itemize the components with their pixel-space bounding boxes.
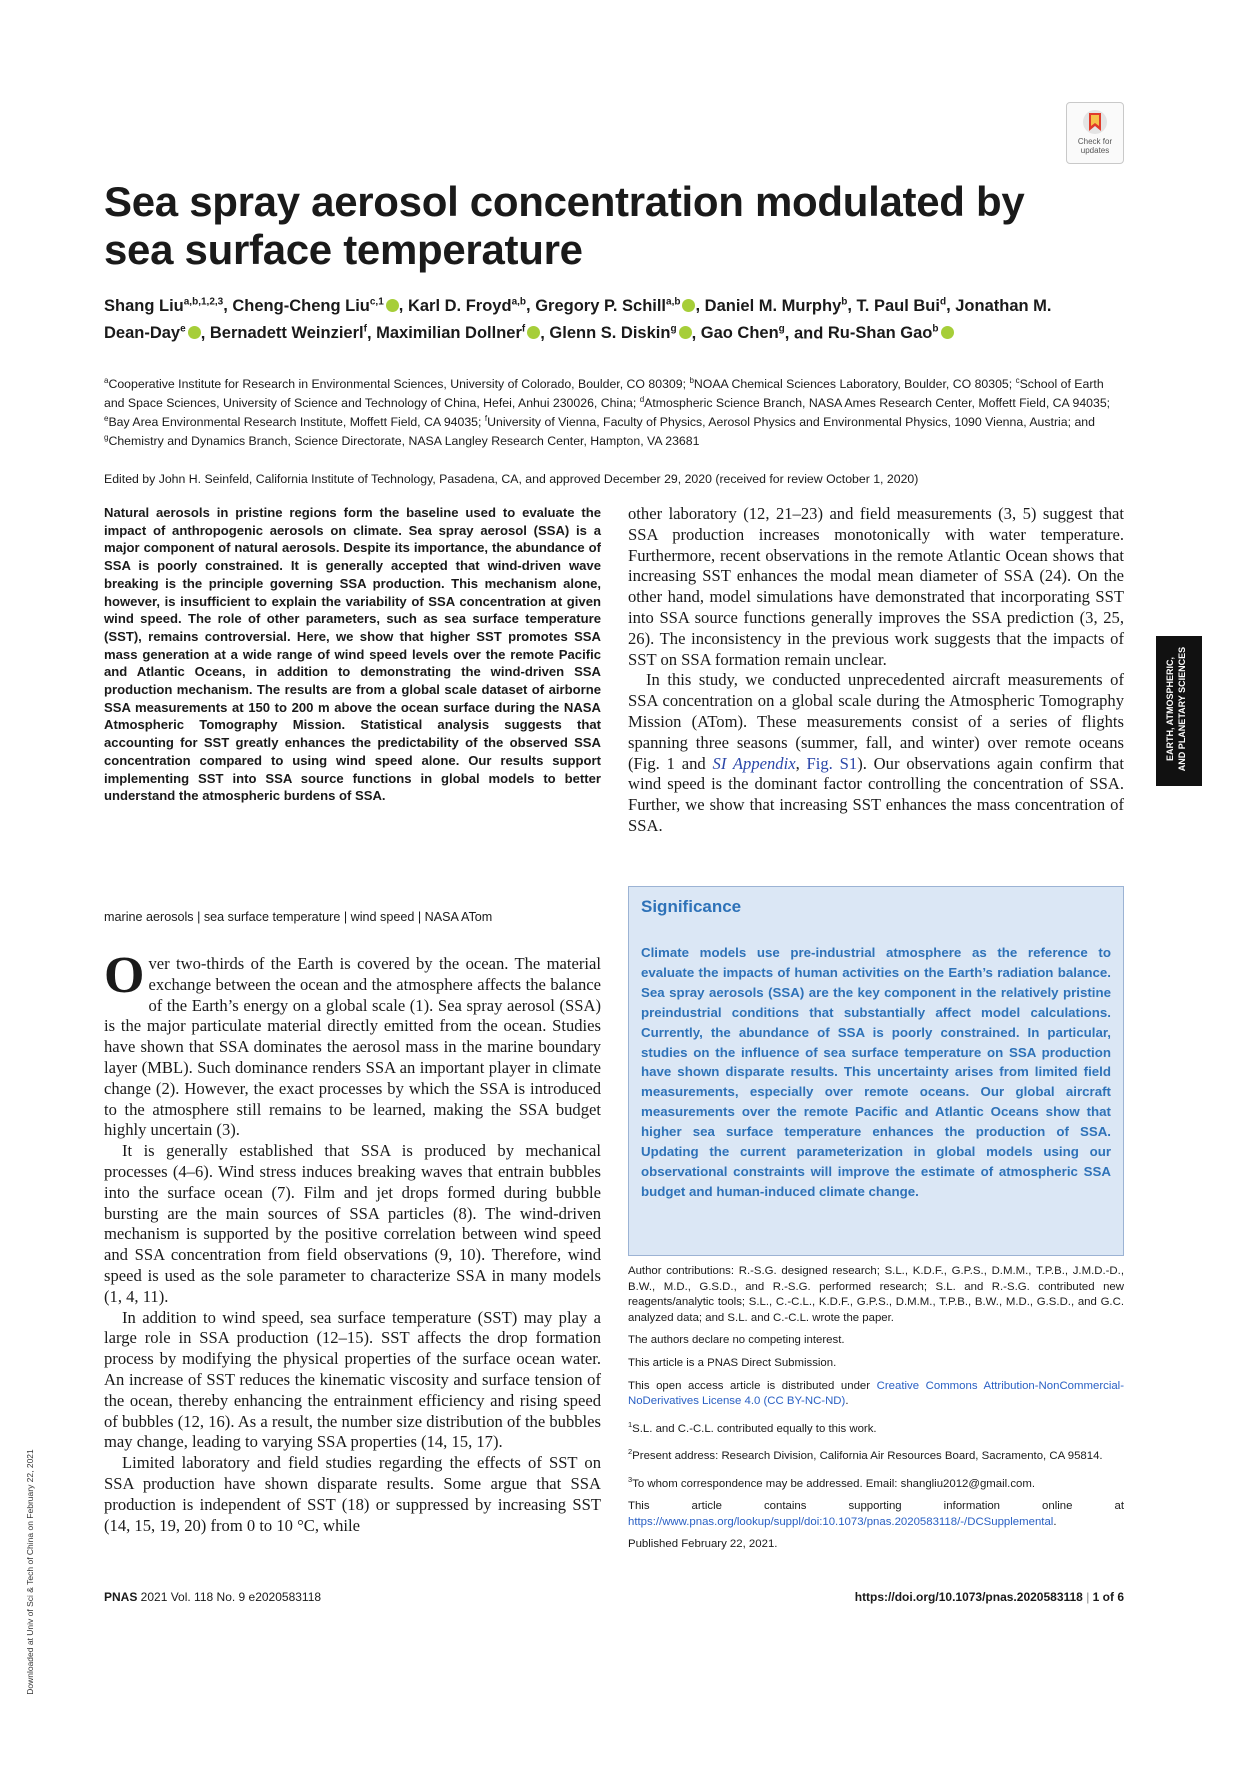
affiliation-text: University of Vienna, Faculty of Physics, Aerosol Physics and Environmental Physics, 1090 Vienna, Austria; and xyxy=(487,415,1095,430)
footnote-marker: 2 xyxy=(628,1447,633,1457)
author-affiliation-marker: a,b,1,2,3 xyxy=(183,296,224,307)
author[interactable] xyxy=(549,324,691,342)
author-name: Ru-Shan Gao xyxy=(827,324,933,342)
citation-text: 2021 Vol. 118 No. 9 e2020583118 xyxy=(137,1590,322,1604)
body-paragraph: In addition to wind speed, sea surface temperature (SST) may play a large role in SSA production (12–15). SST affects the drop formation process by modifying the physical properties of the surface ocean water. An increase of SST reduces the kinematic viscosity and surface tension of the ocean, thereby enhancing the entrainment efficiency and rising speed of bubbles (12, 16). As a result, the number size distribution of the bubbles may change, leading to varying SSA properties (14, 15, 17). xyxy=(104,1307,601,1452)
footnote-text: Present address: Research Division, California Air Resources Board, Sacramento, CA 95814. xyxy=(632,1449,1103,1462)
significance-box xyxy=(628,886,1124,1256)
drop-cap: O xyxy=(104,947,145,1004)
doi-link[interactable]: https://doi.org/10.1073/pnas.2020583118 xyxy=(854,1590,1083,1604)
orcid-icon[interactable] xyxy=(527,326,540,339)
footer-separator: | xyxy=(1082,1590,1093,1604)
footer-citation xyxy=(104,1590,321,1604)
footer-doi xyxy=(855,1590,1124,1604)
affiliation-text: Atmospheric Science Branch, NASA Ames Research Center, Moffett Field, CA 94035; xyxy=(644,396,1111,411)
affiliation-marker: f xyxy=(484,414,488,424)
body-paragraph: It is generally established that SSA is produced by mechanical processes (4–6). Wind stress induces breaking waves that entrain bubbles into the surface ocean (7). Film and jet drops formed during bubble bursting are the main sources of SSA particles (8). The wind-driven mechanism is supported by the positive correlation between wind speed and SSA concentration from field observations (9, 10). Therefore, wind speed is used as the sole parameter to characterize SSA in many models (1, 4, 11). xyxy=(104,1141,601,1306)
author-name: Glenn S. Diskin xyxy=(549,324,671,342)
author-name: Daniel M. Murphy xyxy=(704,296,842,315)
footnote-marker: 1 xyxy=(628,1419,633,1429)
footnote-1 xyxy=(628,1417,1124,1437)
author-affiliation-marker: e xyxy=(180,323,186,335)
orcid-icon[interactable] xyxy=(386,299,399,312)
keywords: marine aerosols | sea surface temperature | wind speed | NASA ATom xyxy=(104,910,493,924)
author-list: Shang Liu$^{a,b,1,2,3}$, Cheng-Cheng Liu$^{c,1}$ , Karl D. Froyd$^{a,b}$, Gregory P. Schill$^{a,b}$ , Daniel M. Murphy$^b$, T. Paul Bui$^d$, Jonathan M. Dean-Day$^e$ , Bernadett Weinzierl$^f$, Maximilian Dollner$^f$ , Glenn S. Diskin$^g$ , Gao Chen$^g$, and Ru-Shan Gao$^b$ xyxy=(104,296,1052,342)
footnote-text: S.L. and C.-C.L. contributed equally to this work. xyxy=(632,1422,877,1435)
author[interactable] xyxy=(705,297,848,315)
journal-name: PNAS xyxy=(104,1590,138,1604)
author-affiliation-marker: d xyxy=(939,296,947,307)
author-name: Karl D. Froyd xyxy=(407,296,512,315)
body-paragraph: Limited laboratory and field studies regarding the effects of SST on SSA production have shown disparate results. Some argue that SSA production is independent of SST (18) or suppressed by increasing SST (14, 15, 19, 20) from 0 to 10 °C, while xyxy=(104,1453,601,1535)
author-name: Bernadett Weinzierl xyxy=(209,324,364,342)
author-name: T. Paul Bui xyxy=(856,296,940,315)
affiliation-marker: e xyxy=(104,414,109,424)
author-name: Jonathan M. Dean-Day xyxy=(104,296,1052,342)
author-affiliation-marker: c,1 xyxy=(369,296,384,307)
si-link[interactable]: https://www.pnas.org/lookup/suppl/doi:10.1073/pnas.2020583118/-/DCSupplemental xyxy=(628,1515,1054,1528)
orcid-icon[interactable] xyxy=(188,326,201,339)
footnote-2 xyxy=(628,1444,1124,1464)
published-date: Published February 22, 2021. xyxy=(628,1538,778,1551)
author-affiliation-marker: g xyxy=(670,323,677,335)
author-name: Maximilian Dollner xyxy=(376,324,522,342)
license-text-end: . xyxy=(845,1395,849,1408)
author[interactable] xyxy=(210,324,367,342)
footnote-3 xyxy=(628,1472,1124,1492)
affiliation-text: Cooperative Institute for Research in Environmental Sciences, University of Colorado, Boulder, CO 80309; xyxy=(108,377,690,392)
affiliation-text: Chemistry and Dynamics Branch, Science Directorate, NASA Langley Research Center, Hampton, VA 23681 xyxy=(108,434,700,449)
affiliation-marker: d xyxy=(639,395,645,405)
license-link[interactable]: Creative Commons Attribution-NonCommercial-NoDerivatives License 4.0 (CC BY-NC-ND) xyxy=(628,1379,1125,1408)
author-contributions: Author contributions: R.-S.G. designed research; S.L., K.D.F., G.P.S., D.M.M., T.P.B., J.M.D.-D., B.W., M.D., G.S.D., and R.-S.G. performed research; S.L. and R.-S.G. contributed new reagents/analytic tools; S.L., C.-C.L., K.D.F., G.P.S., D.M.M., T.P.B., B.W., M.D., G.S.D., and G.C. analyzed data; and S.L. and C.-C.L. wrote the paper. xyxy=(628,1265,1124,1324)
author-affiliation-marker: f xyxy=(521,323,526,335)
affiliation-text: NOAA Chemical Sciences Laboratory, Boulder, CO 80305; xyxy=(693,377,1016,392)
check-for-updates-badge[interactable] xyxy=(1066,102,1124,164)
author[interactable] xyxy=(408,297,526,315)
section-label-line2: AND PLANETARY SCIENCES xyxy=(1177,646,1187,772)
affiliation-text: Bay Area Environmental Research Institute, Moffett Field, CA 94035; xyxy=(108,415,485,430)
direct-submission: This article is a PNAS Direct Submission. xyxy=(628,1356,837,1369)
body-text: In this study, we conducted unprecedented aircraft measurements of SSA concentration on a global scale during the Atmospheric Tomography Mission (ATom). These measurements consist of a series of flights spanning three seasons (summer, fall, and winter) over remote oceans (Fig. 1 and xyxy=(628,670,1124,773)
orcid-icon[interactable] xyxy=(679,326,692,339)
author-affiliation-marker: f xyxy=(363,323,367,335)
author[interactable] xyxy=(701,324,785,342)
author-name: Gao Chen xyxy=(700,324,779,342)
download-watermark: Downloaded at Univ of Sci & Tech of China on February 22, 2021 xyxy=(25,1449,35,1695)
license-text: This open access article is distributed under xyxy=(628,1379,877,1392)
body-text: ver two-thirds of the Earth is covered by the ocean. The material exchange between the ocean and the atmosphere affects the balance of the Earth’s energy on a global scale (1). Sea spray aerosol (SSA) is the major particulate material directly emitted from the ocean. Studies have shown that SSA dominates the aerosol mass in the marine boundary layer (MBL). Such dominance renders SSA an important player in climate change (2). However, the exact processes by which the SSA is introduced to the atmosphere still remains to be learned, making the SSA budget highly uncertain (3). xyxy=(104,954,601,1140)
author[interactable] xyxy=(828,324,954,342)
affiliation-marker: a xyxy=(104,376,109,385)
section-label xyxy=(1164,634,1194,784)
badge-line1: Check for xyxy=(1077,137,1113,146)
si-text: This article contains supporting information online at xyxy=(628,1499,1124,1512)
body-text: , xyxy=(795,753,807,773)
author[interactable] xyxy=(376,324,540,342)
author-affiliation-marker: g xyxy=(778,323,785,335)
author-name: Gregory P. Schill xyxy=(535,296,667,315)
body-paragraph xyxy=(628,670,1124,836)
author-name: Shang Liu xyxy=(104,296,184,315)
significance-text: Climate models use pre-industrial atmosphere as the reference to evaluate the impacts of human activities on the Earth’s radiation balance. Sea spray aerosols (SSA) are the key component in the relatively pristine preindustrial conditions that substantially affect model calculations. Currently, the abundance of SSA is poorly constrained. In particular, studies on the influence of sea surface temperature on SSA production have shown disparate results. This uncertainty arises from limited field measurements, especially over remote oceans. Our global aircraft measurements over the remote Pacific and Atlantic Oceans show that higher sea surface temperature enhances the production of SSA. Updating the current parameterization in global models using our observational constraints will improve the estimate of atmospheric SSA budget and human-induced climate change. xyxy=(641,945,1111,1199)
author[interactable] xyxy=(232,297,398,315)
affiliation-marker: b xyxy=(689,376,694,385)
affiliation-marker: g xyxy=(104,433,109,443)
badge-line2: updates xyxy=(1080,146,1110,155)
orcid-icon[interactable] xyxy=(941,326,954,339)
author-affiliation-marker: b xyxy=(841,296,848,307)
fig-s1-link[interactable]: Fig. S1 xyxy=(806,753,858,773)
author-affiliation-marker: a,b xyxy=(666,296,681,307)
author-affiliation-marker: b xyxy=(932,323,939,335)
affiliation-marker: c xyxy=(1015,376,1020,385)
affiliations xyxy=(104,373,1114,449)
page-number: 1 of 6 xyxy=(1092,1590,1124,1604)
license-note xyxy=(628,1379,1124,1410)
supporting-info-note xyxy=(628,1499,1124,1530)
abstract: Natural aerosols in pristine regions form the baseline used to evaluate the impact of anthropogenic aerosols on climate. Sea spray aerosol (SSA) is a major component of natural aerosols. Despite its importance, the abundance of SSA is poorly constrained. It is generally accepted that wind-driven wave breaking is the principle governing SSA production. This mechanism alone, however, is insufficient to explain the variability of SSA concentration at given wind speed. The role of other parameters, such as sea surface temperature (SST), remains controversial. Here, we show that higher SST promotes SSA mass generation at a wide range of wind speed levels over the remote Pacific and Atlantic Oceans, in addition to demonstrating the wind-driven SSA production mechanism. The results are from a global scale dataset of airborne SSA measurements at 150 to 200 m above the ocean surface during the NASA Atmospheric Tomography Mission. Statistical analysis suggests that accounting for SST greatly enhances the predictability of the observed SSA concentration compared to using wind speed alone. Our results support implementing SST into SSA source functions in global models to better understand the atmospheric burdens of SSA. xyxy=(104,505,601,804)
bookmark-icon xyxy=(1082,109,1108,135)
article-title: Sea spray aerosol concentration modulated by sea surface temperature xyxy=(104,178,1025,273)
footnote-marker: 3 xyxy=(628,1474,633,1484)
body-paragraph: other laboratory (12, 21–23) and field measurements (3, 5) suggest that SSA production increases monotonically with water temperature. Furthermore, recent observations in the remote Atlantic Ocean shows that increasing SST enhances the modal mean diameter of SSA (24). On the other hand, model simulations have demonstrated that incorporating SST into SSA source functions generally improves the SSA prediction (3, 25, 26). The inconsistency in the previous work suggests that the impacts of SST on SSA formation remain unclear. xyxy=(628,504,1124,669)
si-text-end: . xyxy=(1053,1515,1057,1528)
competing-interest: The authors declare no competing interest. xyxy=(628,1334,845,1347)
section-side-tab xyxy=(1156,636,1202,786)
author-name: Cheng-Cheng Liu xyxy=(232,296,370,315)
edited-by: Edited by John H. Seinfeld, California Institute of Technology, Pasadena, CA, and approved December 29, 2020 (received for review October 1, 2020) xyxy=(104,472,919,486)
affiliation-text: School of Earth and Space Sciences, University of Science and Technology of China, Hefei, Anhui 230026, China; xyxy=(104,377,1104,411)
body-right-column xyxy=(628,504,1124,837)
orcid-icon[interactable] xyxy=(682,299,695,312)
footnote-text: To whom correspondence may be addressed. Email: shangliu2012@gmail.com. xyxy=(632,1477,1036,1490)
body-text: ). Our observations again confirm that wind speed is the dominant factor controlling the concentration of SSA. Further, we show that increasing SST enhances the mass concentration of SSA. xyxy=(628,753,1125,835)
article-notes xyxy=(628,1264,1124,1560)
author[interactable] xyxy=(857,297,947,315)
body-paragraph xyxy=(104,947,601,1141)
author-affiliation-marker: a,b xyxy=(511,296,527,307)
section-label-line1: EARTH, ATMOSPHERIC, xyxy=(1165,657,1175,762)
author[interactable] xyxy=(535,297,695,315)
si-appendix-link[interactable]: SI Appendix xyxy=(712,753,796,773)
significance-title: Significance xyxy=(641,897,742,916)
body-left-column xyxy=(104,947,601,1536)
author[interactable] xyxy=(104,297,223,315)
